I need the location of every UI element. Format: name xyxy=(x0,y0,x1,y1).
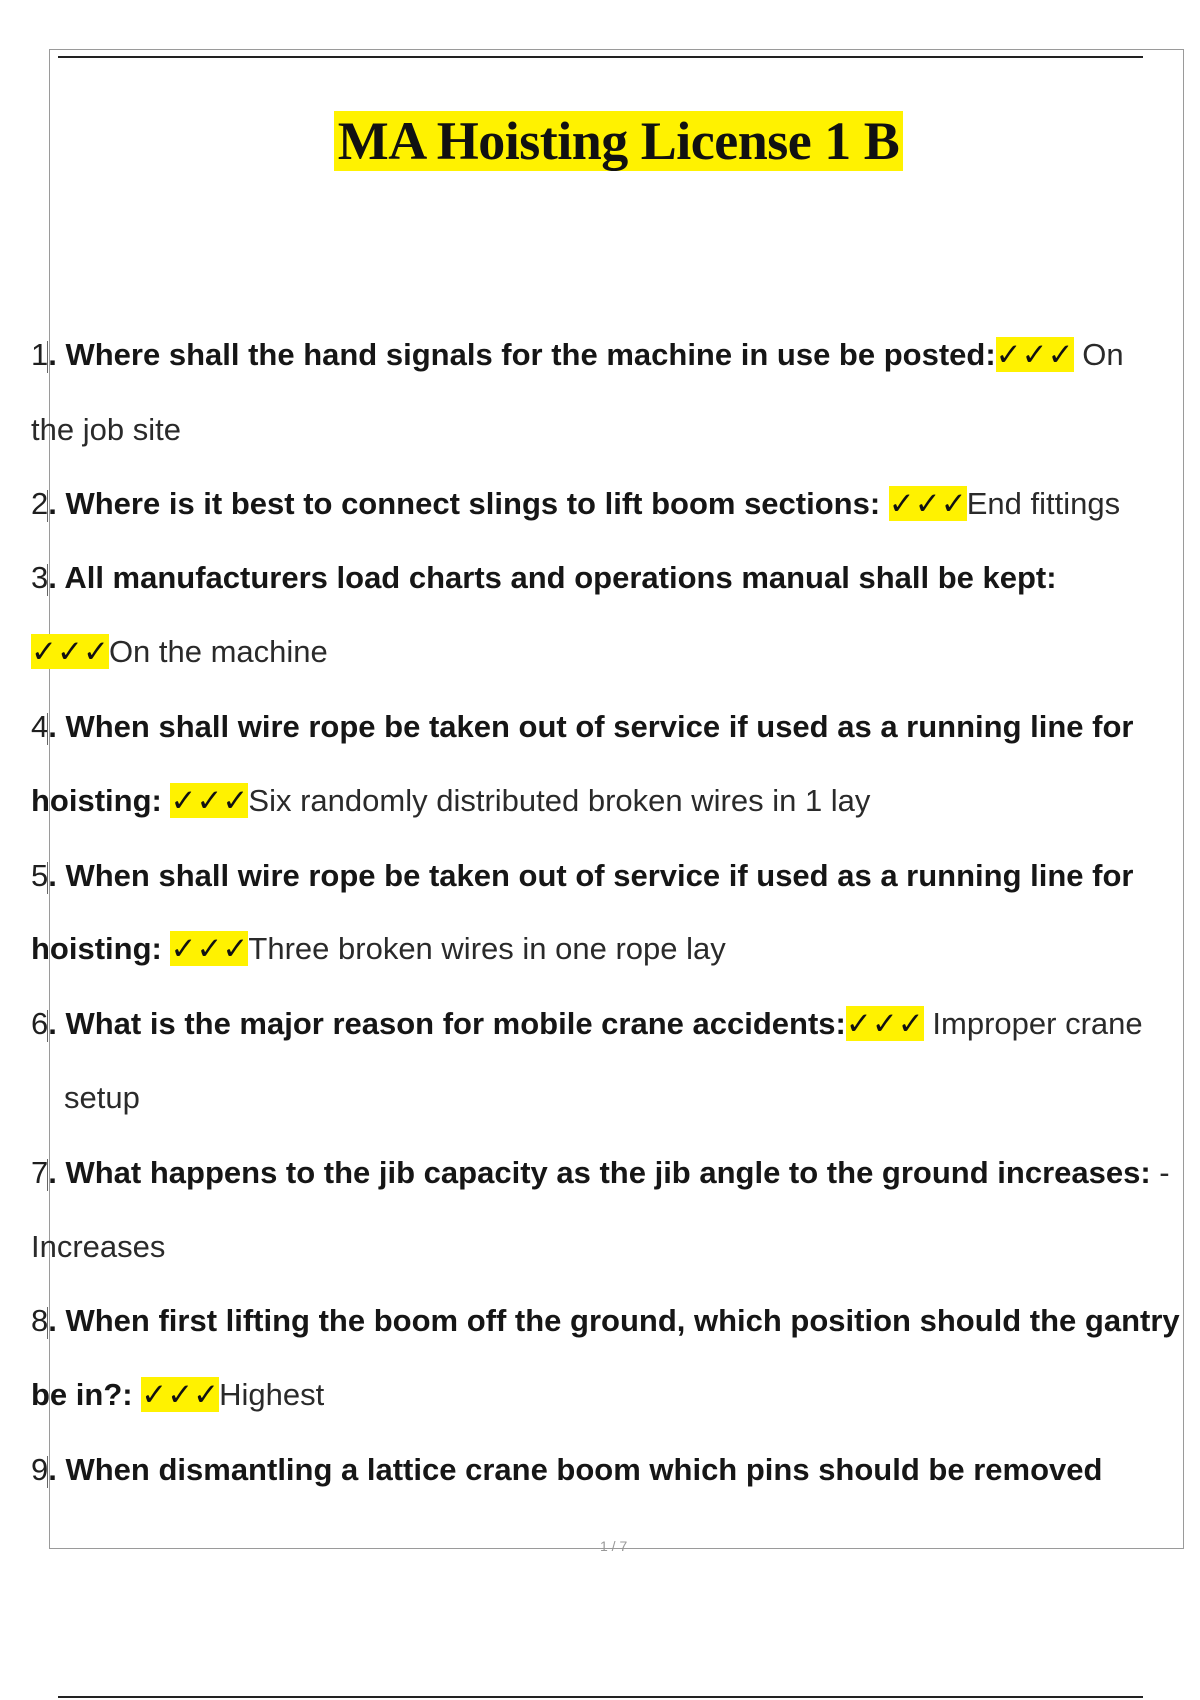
answer-text: Six randomly distributed broken wires in 1 lay xyxy=(248,783,871,818)
answer-text: Increases xyxy=(31,1229,166,1264)
question-number: 1 xyxy=(31,337,49,372)
question-8-continued xyxy=(31,1375,324,1415)
question-number: 6 xyxy=(31,1006,49,1041)
question-text: . All manufacturers load charts and operations manual shall be kept: xyxy=(48,560,1057,595)
question-text: . What happens to the jib capacity as the jib angle to the ground increases: xyxy=(48,1155,1151,1190)
title-text: MA Hoisting License 1 B xyxy=(334,111,904,171)
question-text: . Where shall the hand signals for the machine in use be posted: xyxy=(48,337,996,372)
question-5-continued xyxy=(31,929,726,969)
checkmark-icon: ✓✓✓ xyxy=(170,783,249,818)
question-text: be in?: xyxy=(31,1377,142,1412)
question-number: 4 xyxy=(31,709,49,744)
question-text: hoisting: xyxy=(31,783,171,818)
answer-text: the job site xyxy=(31,412,181,447)
answer-dash: - xyxy=(1150,1155,1170,1190)
question-4-continued xyxy=(31,781,870,821)
question-number: 8 xyxy=(31,1303,49,1338)
question-text: . When dismantling a lattice crane boom which pins should be removed xyxy=(48,1452,1103,1487)
checkmark-icon: ✓✓✓ xyxy=(995,337,1074,372)
question-number: 3 xyxy=(31,560,49,595)
question-text: . Where is it best to connect slings to lift boom sections: xyxy=(48,486,889,521)
checkmark-icon: ✓✓✓ xyxy=(141,1377,220,1412)
question-6 xyxy=(31,1004,1143,1044)
checkmark-icon: ✓✓✓ xyxy=(888,486,967,521)
answer-text: Improper crane xyxy=(923,1006,1143,1041)
checkmark-icon: ✓✓✓ xyxy=(31,634,109,669)
checkmark-icon: ✓✓✓ xyxy=(845,1006,924,1041)
question-4 xyxy=(31,707,1133,747)
answer-text: End fittings xyxy=(966,486,1121,521)
question-number: 7 xyxy=(31,1155,49,1190)
document-title xyxy=(0,110,1200,172)
question-3 xyxy=(31,558,1057,598)
page-number: 1 / 7 xyxy=(600,1538,628,1554)
question-8 xyxy=(31,1301,1180,1341)
question-number: 5 xyxy=(31,858,49,893)
answer-text: setup xyxy=(64,1080,140,1115)
top-rule xyxy=(58,56,1143,58)
question-7-continued xyxy=(31,1227,165,1267)
question-text: . When shall wire rope be taken out of service if used as a running line for xyxy=(48,709,1134,744)
question-text: . When shall wire rope be taken out of service if used as a running line for xyxy=(48,858,1134,893)
question-7 xyxy=(31,1153,1170,1193)
question-number: 2 xyxy=(31,486,49,521)
question-3-continued xyxy=(31,632,328,672)
checkmark-icon: ✓✓✓ xyxy=(170,931,249,966)
answer-text: Highest xyxy=(219,1377,325,1412)
question-text: . What is the major reason for mobile crane accidents: xyxy=(48,1006,846,1041)
answer-text: Three broken wires in one rope lay xyxy=(248,931,726,966)
question-text: . When first lifting the boom off the ground, which position should the gantry xyxy=(48,1303,1180,1338)
bottom-rule xyxy=(58,1696,1143,1698)
question-5 xyxy=(31,856,1133,896)
question-number: 9 xyxy=(31,1452,49,1487)
question-1-continued xyxy=(31,410,181,450)
answer-text: On xyxy=(1073,337,1124,372)
question-9 xyxy=(31,1450,1102,1490)
answer-text: On the machine xyxy=(108,634,328,669)
question-2 xyxy=(31,484,1120,524)
question-text: hoisting: xyxy=(31,931,171,966)
question-1 xyxy=(31,335,1124,375)
question-6-continued xyxy=(64,1078,140,1118)
